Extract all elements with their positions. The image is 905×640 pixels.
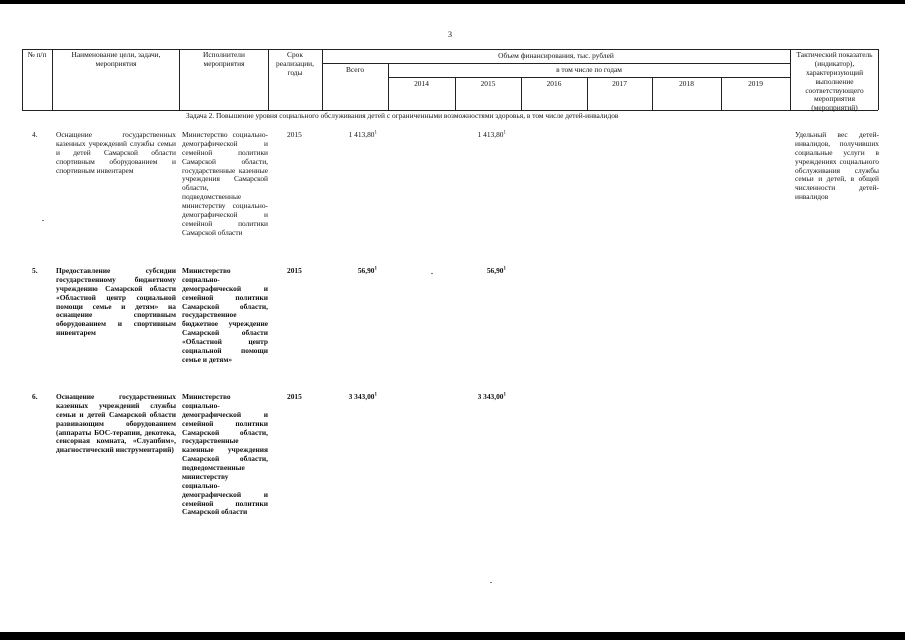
row-total: 3 343,00$^1$ — [348, 392, 377, 401]
row-total: 1 413,80$^1$ — [348, 130, 377, 139]
header-name: Наименование цели, задачи, мероприятия — [71, 50, 161, 68]
row-executor: Министерство социально-демографической и семейной политики Самарской области, государственные казенные учреждения Самарской области, подведомственные министерству социально-демографической и семейной политики Самарской области — [182, 392, 268, 517]
header-year-2015: 2015 — [480, 79, 496, 88]
page-number: 3 — [448, 30, 452, 39]
row-2015-value: 56,90$^1$ — [486, 266, 506, 275]
header-executor: Исполнители мероприятия — [203, 50, 245, 68]
row-term: 2015 — [287, 266, 302, 275]
header-year-2019: 2019 — [748, 79, 763, 88]
scan-speck — [42, 220, 44, 221]
task-heading: Задача 2. Повышение уровня социального обслуживания детей с ограниченными возможностями здоровья, в том числе детей-инвалидов — [186, 111, 619, 120]
row-total: 56,90$^1$ — [357, 266, 377, 275]
scan-speck — [490, 582, 492, 583]
header-total: Всего — [345, 65, 365, 74]
row-number: 4. — [32, 130, 38, 139]
row-2015-value: 3 343,00$^1$ — [477, 392, 506, 401]
row-name: Оснащение государственных казенных учреждений службы семьи и детей Самарской области спортивным оборудованием и спортивным инвентарем — [56, 130, 176, 175]
row-executor: Министерство социально-демографической и семейной политики Самарской области, государственные казенные учреждения Самарской области, подведомственные министерству социально-демографической и семейной политики Самарской области — [182, 130, 268, 237]
row-number: 5. — [32, 266, 38, 275]
header-year-2018: 2018 — [679, 79, 694, 88]
row-number: 6. — [32, 392, 38, 401]
header-number: № п/п — [27, 50, 47, 59]
scan-speck — [431, 273, 433, 274]
header-indicator: Тактический показатель (индикатор), характеризующий выполнение соответствующего мероприятия (мероприятий) — [796, 50, 873, 113]
header-year-2014: 2014 — [414, 79, 429, 88]
header-funding: Объем финансирования, тыс. рублей — [498, 51, 614, 60]
row-2015-value: 1 413,80$^1$ — [477, 130, 506, 139]
header-term: Срок реализации, годы — [276, 50, 314, 77]
row-indicator: Удельный вес детей-инвалидов, получивших социальные услуги в учреждениях социального обслуживания службы семьи и детей, в общей численности детей-инвалидов — [795, 130, 879, 202]
header-by-years: в том числе по годам — [556, 65, 622, 74]
row-name: Оснащение государственных казенных учреждений службы семьи и детей Самарской области развивающим оборудованием (аппараты БОС-терапии, декотека, сенсорная комната, «Слуапбим», диагностический инструментарий) — [56, 392, 176, 455]
row-term: 2015 — [287, 130, 302, 139]
header-year-2017: 2017 — [612, 79, 627, 88]
header-year-2016: 2016 — [546, 79, 562, 88]
row-executor: Министерство социально-демографической и семейной политики Самарской области, государственное бюджетное учреждение Самарской области «Областной центр социальной помощи семье и детям» — [182, 266, 268, 364]
row-term: 2015 — [287, 392, 302, 401]
row-name: Предоставление субсидии государственному бюджетному учреждению Самарской области «Областной центр социальной помощи семье и детям» на оснащение спортивным оборудованием и спортивным инвентарем — [56, 266, 176, 338]
scan-top-edge — [0, 0, 905, 4]
scan-bottom-edge — [0, 632, 905, 640]
